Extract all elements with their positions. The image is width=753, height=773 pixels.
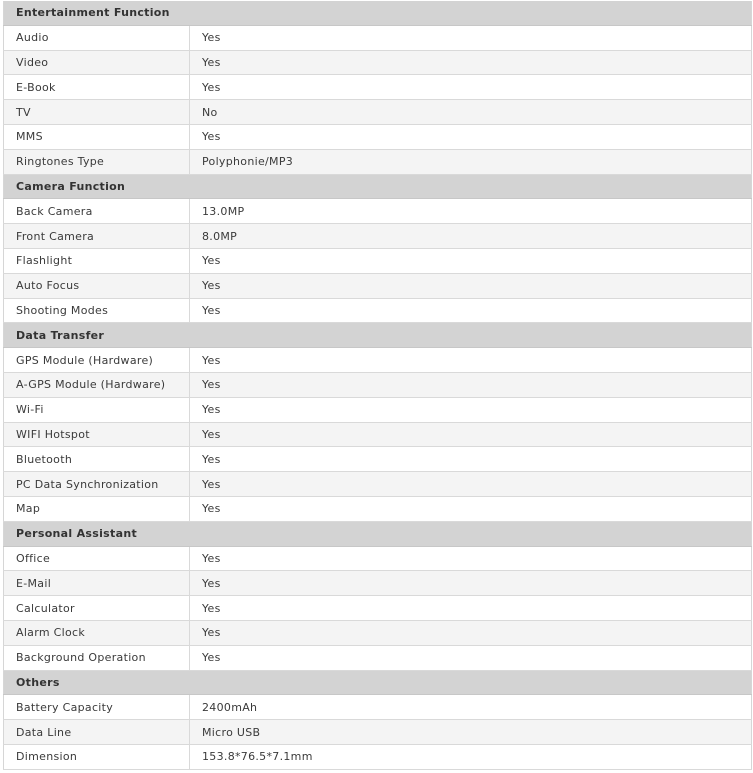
spec-label: MMS — [4, 124, 190, 149]
spec-row — [4, 100, 752, 125]
section-title: Personal Assistant — [4, 521, 752, 546]
section-header — [4, 1, 752, 25]
spec-row — [4, 248, 752, 273]
spec-row — [4, 496, 752, 521]
spec-row — [4, 75, 752, 100]
spec-row — [4, 620, 752, 645]
spec-label: Battery Capacity — [4, 695, 190, 720]
spec-value: Yes — [190, 397, 752, 422]
spec-row — [4, 596, 752, 621]
section-title: Camera Function — [4, 174, 752, 199]
spec-label: Flashlight — [4, 248, 190, 273]
spec-value: Yes — [190, 596, 752, 621]
spec-label: Office — [4, 546, 190, 571]
spec-label: Data Line — [4, 720, 190, 745]
spec-label: Front Camera — [4, 224, 190, 249]
spec-table — [3, 1, 752, 770]
spec-row — [4, 422, 752, 447]
spec-label: A-GPS Module (Hardware) — [4, 372, 190, 397]
spec-value: Yes — [190, 372, 752, 397]
spec-row — [4, 744, 752, 769]
spec-row — [4, 124, 752, 149]
spec-value: Yes — [190, 496, 752, 521]
spec-label: E-Mail — [4, 571, 190, 596]
spec-value: Yes — [190, 248, 752, 273]
spec-label: Alarm Clock — [4, 620, 190, 645]
spec-value: No — [190, 100, 752, 125]
spec-value: Yes — [190, 472, 752, 497]
spec-label: Wi-Fi — [4, 397, 190, 422]
spec-label: TV — [4, 100, 190, 125]
spec-value: Yes — [190, 348, 752, 373]
spec-value: Yes — [190, 422, 752, 447]
spec-label: Shooting Modes — [4, 298, 190, 323]
section-header — [4, 174, 752, 199]
spec-label: PC Data Synchronization — [4, 472, 190, 497]
spec-value: Yes — [190, 124, 752, 149]
section-header — [4, 521, 752, 546]
spec-value: Yes — [190, 620, 752, 645]
spec-table-body — [4, 1, 752, 769]
spec-value: 2400mAh — [190, 695, 752, 720]
spec-value: Yes — [190, 546, 752, 571]
section-header — [4, 323, 752, 348]
section-title: Data Transfer — [4, 323, 752, 348]
spec-label: GPS Module (Hardware) — [4, 348, 190, 373]
spec-value: Polyphonie/MP3 — [190, 149, 752, 174]
spec-row — [4, 472, 752, 497]
spec-label: Map — [4, 496, 190, 521]
spec-value: Yes — [190, 447, 752, 472]
section-title: Others — [4, 670, 752, 695]
spec-label: Audio — [4, 25, 190, 50]
spec-row — [4, 397, 752, 422]
spec-label: Background Operation — [4, 645, 190, 670]
spec-row — [4, 199, 752, 224]
spec-row — [4, 50, 752, 75]
section-header — [4, 670, 752, 695]
spec-row — [4, 571, 752, 596]
spec-label: Bluetooth — [4, 447, 190, 472]
spec-value: 8.0MP — [190, 224, 752, 249]
spec-row — [4, 25, 752, 50]
spec-label: E-Book — [4, 75, 190, 100]
spec-label: Auto Focus — [4, 273, 190, 298]
spec-value: Yes — [190, 75, 752, 100]
spec-value: Micro USB — [190, 720, 752, 745]
spec-row — [4, 298, 752, 323]
spec-label: Video — [4, 50, 190, 75]
spec-row — [4, 695, 752, 720]
spec-value: 13.0MP — [190, 199, 752, 224]
spec-label: Dimension — [4, 744, 190, 769]
spec-row — [4, 273, 752, 298]
spec-row — [4, 348, 752, 373]
spec-row — [4, 546, 752, 571]
spec-value: Yes — [190, 25, 752, 50]
spec-value: Yes — [190, 50, 752, 75]
spec-label: Back Camera — [4, 199, 190, 224]
spec-label: WIFI Hotspot — [4, 422, 190, 447]
spec-value: 153.8*76.5*7.1mm — [190, 744, 752, 769]
spec-row — [4, 447, 752, 472]
spec-value: Yes — [190, 273, 752, 298]
spec-value: Yes — [190, 571, 752, 596]
spec-value: Yes — [190, 298, 752, 323]
spec-row — [4, 645, 752, 670]
spec-label: Calculator — [4, 596, 190, 621]
spec-row — [4, 720, 752, 745]
spec-row — [4, 372, 752, 397]
spec-label: Ringtones Type — [4, 149, 190, 174]
section-title: Entertainment Function — [4, 1, 752, 25]
spec-row — [4, 224, 752, 249]
spec-row — [4, 149, 752, 174]
spec-value: Yes — [190, 645, 752, 670]
